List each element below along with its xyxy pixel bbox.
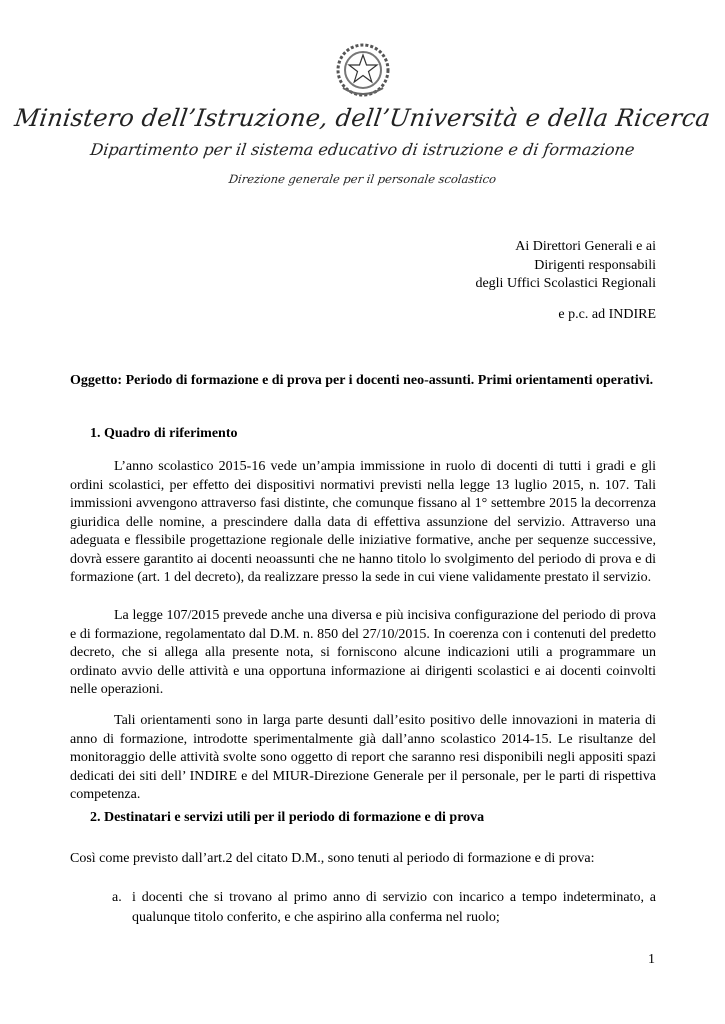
subject-line: Oggetto: Periodo di formazione e di prova per i docenti neo-assunti. Primi orientamenti operativi.	[70, 373, 654, 388]
list-item-text: i docenti che si trovano al primo anno di servizio con incarico a tempo indeterminato, a qualunque titolo conferito, e che aspirino alla conferma nel ruolo;	[132, 890, 656, 925]
addressee-line: degli Uffici Scolastici Regionali	[475, 276, 656, 291]
list-item	[112, 888, 656, 928]
ministry-heading: Ministero dell’Istruzione, dell’Università e della Ricerca	[12, 104, 713, 132]
department-heading: Dipartimento per il sistema educativo di istruzione e di formazione	[89, 140, 636, 159]
cc-line: e p.c. ad INDIRE	[558, 307, 656, 322]
section-1-paragraph: L’anno scolastico 2015-16 vede un’ampia immissione in ruolo di docenti di tutti i gradi e gli ordini scolastici, per effetto dei dispositivi normativi previsti nella legge 13 luglio 2015, n. 107. Tali immissioni avvengono attraverso fasi distinte, che comunque fissano al 1° settembre 2015 la decorrenza giuridica delle nomine, a prescindere dalla data di effettiva assunzione del servizio. Attraverso una adeguata e flessibile progettazione regionale delle iniziative formative, anche per sequenze successive, dovrà essere garantito ai docenti neoassunti che ne hanno titolo lo svolgimento del periodo di prova e di formazione (art. 1 del decreto), da realizzare presso la sede in cui viene validamente prestato il servizio.	[70, 459, 656, 585]
addressee-line: Ai Direttori Generali e ai	[515, 239, 656, 254]
republic-emblem-icon	[335, 42, 391, 98]
direction-heading: Direzione generale per il personale scolastico	[227, 172, 498, 186]
section-2-title: 2. Destinatari e servizi utili per il periodo di formazione e di prova	[90, 810, 485, 825]
page-number: 1	[648, 952, 655, 967]
section-1-title: 1. Quadro di riferimento	[90, 426, 238, 441]
list-marker: a.	[112, 890, 122, 905]
section-1-paragraph: La legge 107/2015 prevede anche una diversa e più incisiva configurazione del periodo di prova e di formazione, regolamentato dal D.M. n. 850 del 27/10/2015. In coerenza con i contenuti del predetto decreto, che si allega alla presente nota, si forniscono alcune indicazioni utili a programmare un ordinato avvio delle attività e una opportuna informazione ai dirigenti scolastici e ai docenti coinvolti nelle operazioni.	[70, 608, 656, 697]
section-1-paragraph: Tali orientamenti sono in larga parte desunti dall’esito positivo delle innovazioni in materia di anno di formazione, introdotte sperimentalmente già dall’anno scolastico 2014-15. Le risultanze del monitoraggio delle attività svolte sono oggetto di report che saranno resi disponibili negli appositi spazi dedicati dei siti dell’ INDIRE e del MIUR-Direzione Generale per il personale, per le parti di rispettiva competenza.	[70, 713, 656, 802]
addressee-block	[475, 238, 656, 294]
section-2-intro: Così come previsto dall’art.2 del citato D.M., sono tenuti al periodo di formazione e di prova:	[70, 851, 595, 866]
addressee-line: Dirigenti responsabili	[534, 257, 656, 273]
